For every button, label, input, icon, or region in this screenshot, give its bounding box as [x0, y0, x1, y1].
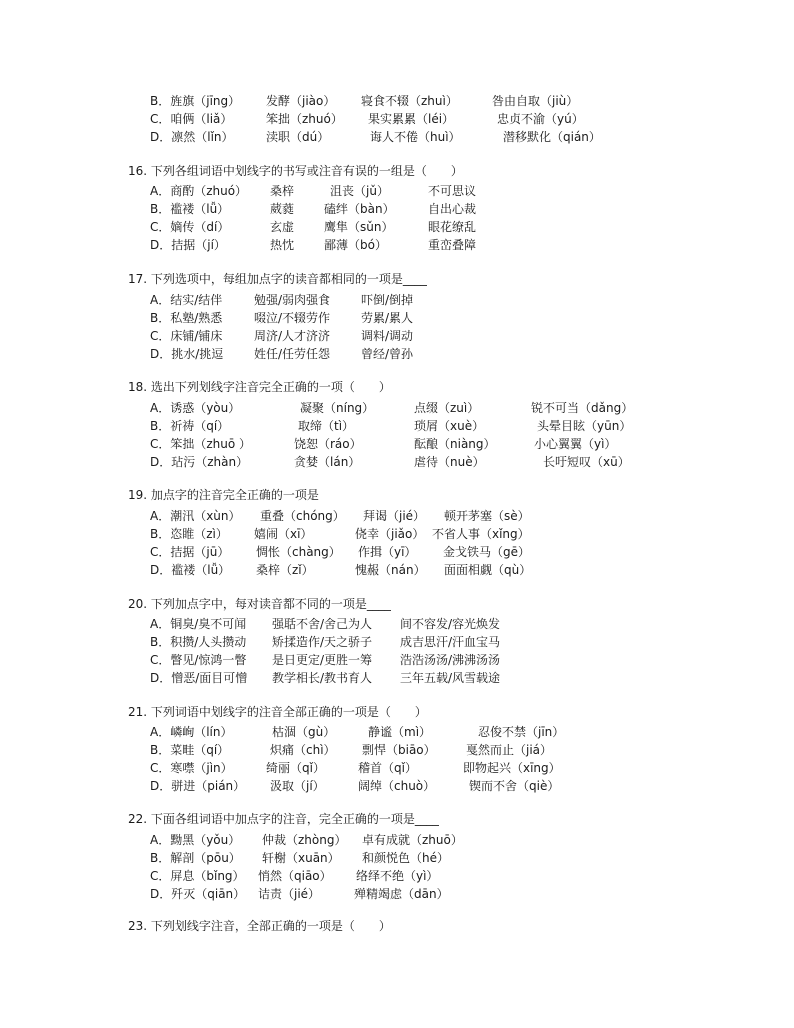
option-text: 炽痛（chì）	[270, 743, 336, 757]
option-text: 成吉思汗/汗血宝马	[400, 635, 501, 649]
option-text: 贪婪（lán）	[294, 455, 361, 469]
option-text: 凝聚（níng）	[300, 401, 375, 415]
option-text: 矫揉造作/天之骄子	[272, 635, 373, 649]
option-text: B．菜畦（qí）	[150, 743, 230, 757]
option-text: 鄙薄（bó）	[324, 238, 387, 252]
option-text: 咎由自取（jiù）	[492, 94, 579, 108]
option-text: 小心翼翼（yì）	[534, 437, 617, 451]
option-text: 忍俊不禁（jīn）	[478, 725, 565, 739]
option-text: B．祈祷（qí）	[150, 419, 230, 433]
option-text: 勉强/弱肉强食	[254, 293, 331, 307]
option-text: 侥幸（jiǎo）	[355, 527, 425, 541]
option-text: B．恣睢（zì）	[150, 527, 228, 541]
question-stem: 20. 下列加点字中，每对读音都不同的一项是____	[128, 597, 391, 611]
option-text: 重叠（chóng）	[260, 509, 345, 523]
option-text: D．褴褛（lǚ）	[150, 563, 231, 577]
option-text: 嬉闹（xī）	[254, 527, 313, 541]
option-text: 不省人事（xǐng）	[432, 527, 530, 541]
option-text: 玄虚	[270, 220, 295, 234]
option-text: 络绎不绝（yì）	[356, 869, 439, 883]
option-text: 和颜悦色（hé）	[362, 851, 449, 865]
option-text: D．挑水/挑逗	[150, 347, 224, 361]
option-text: C．嫡传（dí）	[150, 220, 230, 234]
option-text: A．结实/结伴	[150, 293, 223, 307]
option-text: D．憎恶/面目可憎	[150, 671, 248, 685]
option-text: 惆怅（chàng）	[256, 545, 341, 559]
option-text: 诘责（jié）	[258, 887, 321, 901]
option-text: 桑梓	[270, 184, 295, 198]
option-text: C．寒噤（jìn）	[150, 761, 233, 775]
option-text: C．床铺/铺床	[150, 329, 223, 343]
option-text: 吓倒/倒掉	[361, 293, 414, 307]
option-text: 卓有成就（zhuō）	[362, 833, 463, 847]
option-text: 面面相觑（qù）	[444, 563, 532, 577]
option-text: 稽首（qǐ）	[358, 761, 417, 775]
option-text: 自出心裁	[428, 202, 477, 216]
option-text: D．拮据（jí）	[150, 238, 226, 252]
question-stem: 18. 选出下列划线字注音完全正确的一项（ ）	[128, 380, 391, 394]
option-text: 教学相长/教书育人	[272, 671, 373, 685]
option-text: 葳蕤	[270, 202, 295, 216]
option-text: 是日更定/更胜一筹	[272, 653, 373, 667]
option-text: C．瞥见/惊鸿一瞥	[150, 653, 247, 667]
option-text: 戛然而止（jiá）	[466, 743, 553, 757]
question-stem: 19. 加点字的注音完全正确的一项是	[128, 488, 319, 502]
option-text: 虐待（nuè）	[414, 455, 485, 469]
option-text: 笨拙（zhuó）	[266, 112, 343, 126]
option-text: 拜谒（jié）	[363, 509, 426, 523]
option-text: 愧赧（nán）	[355, 563, 426, 577]
option-text: 琐屑（xuè）	[414, 419, 485, 433]
option-text: 重峦叠障	[428, 238, 477, 252]
option-text: 绮丽（qǐ）	[266, 761, 325, 775]
option-text: 鹰隼（sǔn）	[324, 220, 394, 234]
option-text: 忠贞不渝（yú）	[497, 112, 584, 126]
option-text: 阔绰（chuò）	[358, 779, 436, 793]
option-text: 轩榭（xuān）	[262, 851, 340, 865]
option-text: 静谧（mì）	[368, 725, 432, 739]
option-text: 磕绊（bàn）	[324, 202, 395, 216]
option-text: C．咱俩（liǎ）	[150, 112, 233, 126]
option-text: A．嶙峋（lín）	[150, 725, 233, 739]
option-text: 果实累累（léi）	[368, 112, 455, 126]
option-text: 金戈铁马（gē）	[443, 545, 531, 559]
option-text: 劳累/累人	[361, 311, 414, 325]
option-text: 悄然（qiāo）	[258, 869, 332, 883]
option-text: D．歼灭（qiān）	[150, 887, 246, 901]
option-text: 锲而不舍（qiè）	[469, 779, 560, 793]
option-text: 枯涸（gù）	[272, 725, 336, 739]
option-text: A．铜臭/臭不可闻	[150, 617, 247, 631]
option-text: A．诱惑（yòu）	[150, 401, 241, 415]
option-text: 曾经/曾孙	[361, 347, 414, 361]
option-text: B．褴褛（lǚ）	[150, 202, 230, 216]
option-text: B．积攒/人头攒动	[150, 635, 247, 649]
option-text: 周济/人才济济	[254, 329, 331, 343]
question-stem: 21. 下列词语中划线字的注音全部正确的一项是（ ）	[128, 705, 427, 719]
question-stem: 22. 下面各组词语中加点字的注音，完全正确的一项是____	[128, 812, 439, 826]
option-text: 头晕目眩（yūn）	[537, 419, 632, 433]
option-text: C．拮据（jū）	[150, 545, 230, 559]
option-text: 点缀（zuì）	[414, 401, 480, 415]
option-text: 即物起兴（xīng）	[463, 761, 561, 775]
option-text: 眼花缭乱	[428, 220, 477, 234]
option-text: B．旌旗（jīng）	[150, 94, 241, 108]
option-text: 锐不可当（dǎng）	[531, 401, 634, 415]
option-text: C．笨拙（zhuō ）	[150, 437, 252, 451]
option-text: D．玷污（zhàn）	[150, 455, 249, 469]
question-stem: 17. 下列选项中，每组加点字的读音都相同的一项是____	[128, 272, 427, 286]
option-text: 热忱	[270, 238, 295, 252]
option-text: 啜泣/不辍劳作	[254, 311, 331, 325]
option-text: 顿开茅塞（sè）	[444, 509, 530, 523]
option-text: C．屏息（bǐng）	[150, 869, 245, 883]
option-text: 潜移默化（qián）	[503, 130, 601, 144]
option-text: B．解剖（pōu）	[150, 851, 241, 865]
option-text: 饶恕（ráo）	[294, 437, 362, 451]
option-text: 长吁短叹（xū）	[543, 455, 630, 469]
option-text: 浩浩汤汤/沸沸汤汤	[400, 653, 501, 667]
option-text: 调料/调动	[361, 329, 414, 343]
option-text: 汲取（jí）	[270, 779, 325, 793]
question-stem: 23. 下列划线字注音，全部正确的一项是（ ）	[128, 919, 391, 933]
option-text: 发酵（jiào）	[266, 94, 336, 108]
option-text: 取缔（tì）	[298, 419, 355, 433]
question-stem: 16. 下列各组词语中划线字的书写或注音有误的一组是（ ）	[128, 164, 463, 178]
option-text: D．骈进（pián）	[150, 779, 246, 793]
option-text: A．商酌（zhuó）	[150, 184, 248, 198]
option-text: 剽悍（biāo）	[362, 743, 436, 757]
option-text: 强聒不舍/舍己为人	[272, 617, 373, 631]
option-text: 诲人不倦（huì）	[370, 130, 461, 144]
option-text: 寝食不辍（zhuì）	[361, 94, 458, 108]
option-text: 桑梓（zǐ）	[256, 563, 314, 577]
option-text: 渎职（dú）	[266, 130, 330, 144]
option-text: 沮丧（jǔ）	[330, 184, 389, 198]
option-text: A．潮汛（xùn）	[150, 509, 241, 523]
option-text: 殚精竭虑（dān）	[354, 887, 449, 901]
option-text: 仲裁（zhòng）	[262, 833, 347, 847]
option-text: 姓任/任劳任怨	[254, 347, 331, 361]
option-text: 不可思议	[428, 184, 477, 198]
option-text: 作揖（yī）	[358, 545, 417, 559]
option-text: 酝酿（niàng）	[414, 437, 496, 451]
option-text: 间不容发/容光焕发	[400, 617, 501, 631]
option-text: A．黝黑（yǒu）	[150, 833, 241, 847]
option-text: 三年五载/风雪载途	[400, 671, 501, 685]
option-text: B．私塾/熟悉	[150, 311, 223, 325]
option-text: D．凛然（lǐn）	[150, 130, 234, 144]
